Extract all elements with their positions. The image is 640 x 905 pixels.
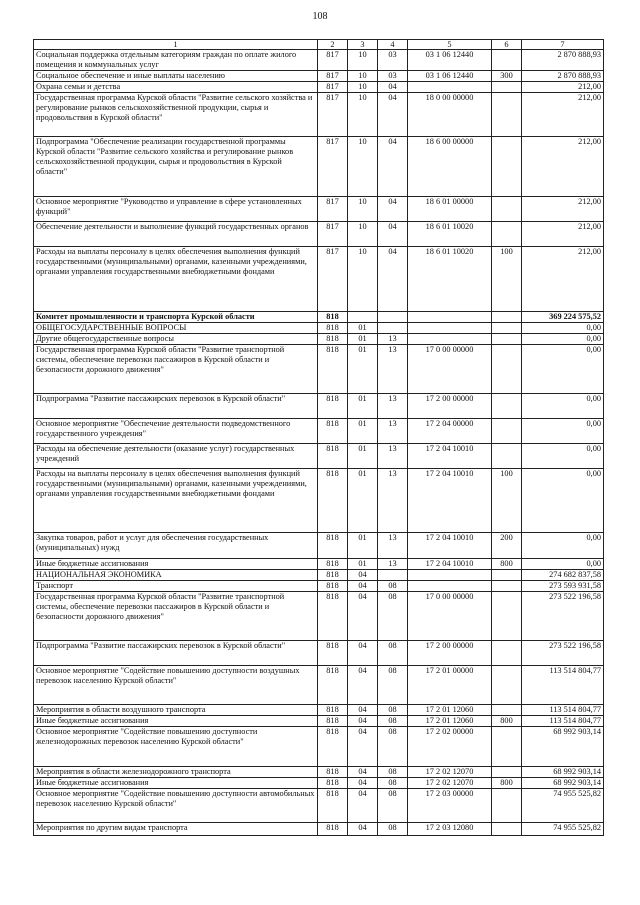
row-name-cell: Мероприятия в области железнодорожного транспорта xyxy=(34,767,318,778)
table-row xyxy=(34,570,604,581)
row-sum-cell: 2 870 888,93 xyxy=(522,71,604,82)
row-rz-cell: 04 xyxy=(348,716,378,727)
table-header-row xyxy=(34,40,604,50)
row-name-cell: Подпрограмма "Развитие пассажирских перевозок в Курской области" xyxy=(34,394,318,419)
row-pr-cell: 13 xyxy=(378,469,408,533)
row-ved-cell: 818 xyxy=(318,345,348,394)
row-name-cell: Государственная программа Курской области "Развитие сельского хозяйства и регулирование рынков сельскохозяйственной продукции, сырья и продовольствия в Курской области" xyxy=(34,93,318,137)
row-rz-cell: 10 xyxy=(348,50,378,71)
row-sum-cell: 273 522 196,58 xyxy=(522,641,604,666)
row-pr-cell: 08 xyxy=(378,705,408,716)
row-pr-cell xyxy=(378,570,408,581)
row-pr-cell: 03 xyxy=(378,50,408,71)
row-name-cell: Иные бюджетные ассигнования xyxy=(34,716,318,727)
row-name-cell: Обеспечение деятельности и выполнение функций государственных органов xyxy=(34,222,318,247)
row-csr-cell: 17 2 02 12070 xyxy=(408,778,492,789)
row-ved-cell: 818 xyxy=(318,789,348,823)
row-rz-cell: 04 xyxy=(348,705,378,716)
row-ved-cell: 818 xyxy=(318,469,348,533)
budget-table xyxy=(33,39,604,836)
row-vr-cell xyxy=(492,570,522,581)
row-name-cell: Закупка товаров, работ и услуг для обеспечения государственных (муниципальных) нужд xyxy=(34,533,318,559)
row-ved-cell: 818 xyxy=(318,559,348,570)
table-row xyxy=(34,312,604,323)
row-name-cell: Основное мероприятие "Содействие повышению доступности автомобильных перевозок населению Курской области" xyxy=(34,789,318,823)
table-row xyxy=(34,716,604,727)
table-row xyxy=(34,823,604,836)
row-vr-cell xyxy=(492,641,522,666)
table-row xyxy=(34,82,604,93)
row-csr-cell: 17 2 04 10010 xyxy=(408,533,492,559)
row-rz-cell: 10 xyxy=(348,222,378,247)
row-sum-cell: 0,00 xyxy=(522,444,604,469)
row-csr-cell xyxy=(408,334,492,345)
row-pr-cell: 04 xyxy=(378,247,408,312)
row-csr-cell: 17 2 01 12060 xyxy=(408,705,492,716)
page-number: 108 xyxy=(312,11,328,22)
row-rz-cell: 04 xyxy=(348,789,378,823)
row-csr-cell: 17 2 04 10010 xyxy=(408,469,492,533)
table-row xyxy=(34,394,604,419)
header-cell: 5 xyxy=(408,40,492,50)
row-vr-cell xyxy=(492,93,522,137)
row-csr-cell: 17 2 03 12080 xyxy=(408,823,492,836)
row-sum-cell: 113 514 804,77 xyxy=(522,705,604,716)
row-vr-cell: 100 xyxy=(492,469,522,533)
table-row xyxy=(34,50,604,71)
row-csr-cell xyxy=(408,312,492,323)
row-vr-cell xyxy=(492,345,522,394)
row-rz-cell: 10 xyxy=(348,93,378,137)
table-row xyxy=(34,581,604,592)
table-row xyxy=(34,641,604,666)
row-rz-cell: 10 xyxy=(348,247,378,312)
header-cell: 6 xyxy=(492,40,522,50)
table-row xyxy=(34,71,604,82)
row-sum-cell: 74 955 525,82 xyxy=(522,823,604,836)
row-name-cell: Государственная программа Курской области "Развитие транспортной системы, обеспечение перевозки пассажиров в Курской области и безопасности дорожного движения" xyxy=(34,592,318,641)
row-rz-cell: 04 xyxy=(348,641,378,666)
table-row xyxy=(34,345,604,394)
row-csr-cell: 17 0 00 00000 xyxy=(408,592,492,641)
row-pr-cell: 08 xyxy=(378,727,408,767)
row-ved-cell: 818 xyxy=(318,705,348,716)
row-name-cell: Основное мероприятие "Руководство и управление в сфере установленных функций" xyxy=(34,197,318,222)
row-ved-cell: 818 xyxy=(318,641,348,666)
row-csr-cell: 17 0 00 00000 xyxy=(408,345,492,394)
row-pr-cell xyxy=(378,323,408,334)
row-pr-cell: 13 xyxy=(378,334,408,345)
row-name-cell: Мероприятия в области воздушного транспорта xyxy=(34,705,318,716)
row-sum-cell: 113 514 804,77 xyxy=(522,716,604,727)
row-name-cell: Основное мероприятие "Содействие повышению доступности воздушных перевозок населению Курской области" xyxy=(34,666,318,705)
row-rz-cell: 04 xyxy=(348,581,378,592)
table-row xyxy=(34,767,604,778)
row-rz-cell: 01 xyxy=(348,559,378,570)
row-rz-cell: 10 xyxy=(348,82,378,93)
row-ved-cell: 818 xyxy=(318,823,348,836)
row-name-cell: Подпрограмма "Обеспечение реализации государственной программы Курской области "Развитие сельского хозяйства и регулирование рынков сельскохозяйственной продукции, сырья и продовольствия в Курской области" xyxy=(34,137,318,197)
row-ved-cell: 818 xyxy=(318,312,348,323)
row-rz-cell: 04 xyxy=(348,592,378,641)
row-ved-cell: 817 xyxy=(318,137,348,197)
row-ved-cell: 818 xyxy=(318,444,348,469)
row-vr-cell xyxy=(492,82,522,93)
row-pr-cell: 04 xyxy=(378,222,408,247)
row-vr-cell xyxy=(492,334,522,345)
row-ved-cell: 818 xyxy=(318,394,348,419)
row-csr-cell xyxy=(408,570,492,581)
row-name-cell: Иные бюджетные ассигнования xyxy=(34,778,318,789)
row-vr-cell xyxy=(492,666,522,705)
row-csr-cell: 18 6 01 10020 xyxy=(408,247,492,312)
row-pr-cell: 04 xyxy=(378,197,408,222)
row-ved-cell: 817 xyxy=(318,247,348,312)
row-rz-cell xyxy=(348,312,378,323)
row-csr-cell: 17 2 00 00000 xyxy=(408,641,492,666)
row-pr-cell: 08 xyxy=(378,767,408,778)
row-pr-cell: 08 xyxy=(378,641,408,666)
row-ved-cell: 817 xyxy=(318,50,348,71)
row-vr-cell xyxy=(492,323,522,334)
row-pr-cell xyxy=(378,312,408,323)
row-pr-cell: 13 xyxy=(378,559,408,570)
row-pr-cell: 08 xyxy=(378,581,408,592)
row-vr-cell xyxy=(492,197,522,222)
row-rz-cell: 10 xyxy=(348,71,378,82)
table-row xyxy=(34,666,604,705)
row-vr-cell xyxy=(492,50,522,71)
row-pr-cell: 13 xyxy=(378,533,408,559)
row-vr-cell xyxy=(492,767,522,778)
table-row xyxy=(34,419,604,444)
row-name-cell: Транспорт xyxy=(34,581,318,592)
table-row xyxy=(34,469,604,533)
row-rz-cell: 01 xyxy=(348,323,378,334)
row-name-cell: Подпрограмма "Развитие пассажирских перевозок в Курской области" xyxy=(34,641,318,666)
row-pr-cell: 13 xyxy=(378,345,408,394)
table-row xyxy=(34,592,604,641)
row-vr-cell xyxy=(492,137,522,197)
row-name-cell: Социальная поддержка отдельным категориям граждан по оплате жилого помещения и коммунальных услуг xyxy=(34,50,318,71)
row-vr-cell: 800 xyxy=(492,716,522,727)
row-sum-cell: 74 955 525,82 xyxy=(522,789,604,823)
row-rz-cell: 04 xyxy=(348,823,378,836)
row-csr-cell: 18 6 00 00000 xyxy=(408,137,492,197)
row-sum-cell: 0,00 xyxy=(522,559,604,570)
row-sum-cell: 68 992 903,14 xyxy=(522,727,604,767)
row-sum-cell: 274 682 837,58 xyxy=(522,570,604,581)
table-row xyxy=(34,444,604,469)
row-vr-cell: 800 xyxy=(492,778,522,789)
row-name-cell: НАЦИОНАЛЬНАЯ ЭКОНОМИКА xyxy=(34,570,318,581)
row-rz-cell: 01 xyxy=(348,533,378,559)
row-pr-cell: 08 xyxy=(378,716,408,727)
row-sum-cell: 68 992 903,14 xyxy=(522,767,604,778)
row-sum-cell: 273 522 196,58 xyxy=(522,592,604,641)
row-sum-cell: 212,00 xyxy=(522,222,604,247)
row-rz-cell: 04 xyxy=(348,666,378,705)
row-ved-cell: 818 xyxy=(318,334,348,345)
table-row xyxy=(34,247,604,312)
table-row xyxy=(34,334,604,345)
row-sum-cell: 0,00 xyxy=(522,394,604,419)
row-csr-cell: 18 0 00 00000 xyxy=(408,93,492,137)
row-vr-cell xyxy=(492,312,522,323)
row-csr-cell: 17 2 03 00000 xyxy=(408,789,492,823)
row-sum-cell: 369 224 575,52 xyxy=(522,312,604,323)
row-pr-cell: 04 xyxy=(378,137,408,197)
row-csr-cell: 17 2 01 00000 xyxy=(408,666,492,705)
row-sum-cell: 273 593 931,58 xyxy=(522,581,604,592)
table-row xyxy=(34,559,604,570)
row-vr-cell xyxy=(492,705,522,716)
row-csr-cell xyxy=(408,82,492,93)
row-pr-cell: 08 xyxy=(378,592,408,641)
row-pr-cell: 03 xyxy=(378,71,408,82)
row-sum-cell: 212,00 xyxy=(522,137,604,197)
row-vr-cell xyxy=(492,727,522,767)
row-ved-cell: 818 xyxy=(318,716,348,727)
row-ved-cell: 817 xyxy=(318,82,348,93)
row-rz-cell: 01 xyxy=(348,345,378,394)
row-ved-cell: 818 xyxy=(318,570,348,581)
row-rz-cell: 01 xyxy=(348,334,378,345)
row-rz-cell: 01 xyxy=(348,444,378,469)
row-pr-cell: 13 xyxy=(378,444,408,469)
row-sum-cell: 2 870 888,93 xyxy=(522,50,604,71)
row-csr-cell: 17 2 04 10010 xyxy=(408,444,492,469)
table-row xyxy=(34,727,604,767)
header-cell: 4 xyxy=(378,40,408,50)
row-name-cell: Социальное обеспечение и иные выплаты населению xyxy=(34,71,318,82)
row-name-cell: Государственная программа Курской области "Развитие транспортной системы, обеспечение перевозки пассажиров в Курской области и безопасности дорожного движения" xyxy=(34,345,318,394)
row-pr-cell: 08 xyxy=(378,666,408,705)
row-vr-cell xyxy=(492,394,522,419)
header-cell: 3 xyxy=(348,40,378,50)
row-vr-cell xyxy=(492,581,522,592)
row-name-cell: ОБЩЕГОСУДАРСТВЕННЫЕ ВОПРОСЫ xyxy=(34,323,318,334)
table-row xyxy=(34,197,604,222)
row-sum-cell: 0,00 xyxy=(522,334,604,345)
table-row xyxy=(34,137,604,197)
row-ved-cell: 817 xyxy=(318,71,348,82)
row-sum-cell: 0,00 xyxy=(522,323,604,334)
table-row xyxy=(34,778,604,789)
row-csr-cell: 17 2 04 10010 xyxy=(408,559,492,570)
table-row xyxy=(34,93,604,137)
row-name-cell: Охрана семьи и детства xyxy=(34,82,318,93)
row-name-cell: Расходы на выплаты персоналу в целях обеспечения выполнения функций государственными (муниципальными) органами, казенными учреждениями, органами управления государственными внебюджетными фондами xyxy=(34,469,318,533)
row-sum-cell: 212,00 xyxy=(522,93,604,137)
row-name-cell: Расходы на обеспечение деятельности (оказание услуг) государственных учреждений xyxy=(34,444,318,469)
row-csr-cell: 17 2 02 00000 xyxy=(408,727,492,767)
table-row xyxy=(34,533,604,559)
header-cell: 2 xyxy=(318,40,348,50)
row-csr-cell: 18 6 01 00000 xyxy=(408,197,492,222)
table-row xyxy=(34,705,604,716)
row-csr-cell: 03 1 06 12440 xyxy=(408,71,492,82)
row-ved-cell: 818 xyxy=(318,778,348,789)
row-rz-cell: 10 xyxy=(348,197,378,222)
row-csr-cell: 17 2 01 12060 xyxy=(408,716,492,727)
row-sum-cell: 113 514 804,77 xyxy=(522,666,604,705)
row-vr-cell: 200 xyxy=(492,533,522,559)
row-pr-cell: 04 xyxy=(378,82,408,93)
row-rz-cell: 04 xyxy=(348,767,378,778)
row-pr-cell: 08 xyxy=(378,823,408,836)
row-ved-cell: 818 xyxy=(318,727,348,767)
row-vr-cell: 800 xyxy=(492,559,522,570)
row-pr-cell: 13 xyxy=(378,419,408,444)
row-ved-cell: 818 xyxy=(318,666,348,705)
row-ved-cell: 818 xyxy=(318,533,348,559)
row-ved-cell: 817 xyxy=(318,93,348,137)
row-ved-cell: 817 xyxy=(318,222,348,247)
row-pr-cell: 08 xyxy=(378,778,408,789)
row-csr-cell: 18 6 01 10020 xyxy=(408,222,492,247)
row-sum-cell: 0,00 xyxy=(522,419,604,444)
row-rz-cell: 10 xyxy=(348,137,378,197)
row-ved-cell: 818 xyxy=(318,419,348,444)
row-vr-cell xyxy=(492,592,522,641)
row-sum-cell: 0,00 xyxy=(522,533,604,559)
row-rz-cell: 01 xyxy=(348,394,378,419)
row-name-cell: Основное мероприятие "Содействие повышению доступности железнодорожных перевозок населению Курской области" xyxy=(34,727,318,767)
header-cell: 7 xyxy=(522,40,604,50)
table-row xyxy=(34,323,604,334)
row-pr-cell: 08 xyxy=(378,789,408,823)
row-vr-cell xyxy=(492,222,522,247)
row-rz-cell: 04 xyxy=(348,778,378,789)
row-name-cell: Комитет промышленности и транспорта Курской области xyxy=(34,312,318,323)
row-vr-cell xyxy=(492,419,522,444)
row-vr-cell xyxy=(492,789,522,823)
row-csr-cell xyxy=(408,581,492,592)
row-vr-cell: 100 xyxy=(492,247,522,312)
row-name-cell: Иные бюджетные ассигнования xyxy=(34,559,318,570)
row-name-cell: Другие общегосударственные вопросы xyxy=(34,334,318,345)
row-name-cell: Мероприятия по другим видам транспорта xyxy=(34,823,318,836)
row-sum-cell: 212,00 xyxy=(522,82,604,93)
row-vr-cell: 300 xyxy=(492,71,522,82)
row-rz-cell: 01 xyxy=(348,469,378,533)
row-sum-cell: 68 992 903,14 xyxy=(522,778,604,789)
row-ved-cell: 818 xyxy=(318,592,348,641)
row-name-cell: Расходы на выплаты персоналу в целях обеспечения выполнения функций государственными (муниципальными) органами, казенными учреждениями, органами управления государственными внебюджетными фондами xyxy=(34,247,318,312)
row-sum-cell: 212,00 xyxy=(522,197,604,222)
row-rz-cell: 04 xyxy=(348,570,378,581)
row-sum-cell: 0,00 xyxy=(522,469,604,533)
row-vr-cell xyxy=(492,823,522,836)
row-csr-cell xyxy=(408,323,492,334)
row-sum-cell: 0,00 xyxy=(522,345,604,394)
row-name-cell: Основное мероприятие "Обеспечение деятельности подведомственного государственного учреждения" xyxy=(34,419,318,444)
row-csr-cell: 17 2 04 00000 xyxy=(408,419,492,444)
row-csr-cell: 03 1 06 12440 xyxy=(408,50,492,71)
row-rz-cell: 01 xyxy=(348,419,378,444)
row-pr-cell: 04 xyxy=(378,93,408,137)
row-rz-cell: 04 xyxy=(348,727,378,767)
row-csr-cell: 17 2 00 00000 xyxy=(408,394,492,419)
row-ved-cell: 818 xyxy=(318,767,348,778)
row-ved-cell: 817 xyxy=(318,197,348,222)
table-row xyxy=(34,789,604,823)
row-ved-cell: 818 xyxy=(318,323,348,334)
row-csr-cell: 17 2 02 12070 xyxy=(408,767,492,778)
table-row xyxy=(34,222,604,247)
row-sum-cell: 212,00 xyxy=(522,247,604,312)
header-cell: 1 xyxy=(34,40,318,50)
row-ved-cell: 818 xyxy=(318,581,348,592)
row-vr-cell xyxy=(492,444,522,469)
row-pr-cell: 13 xyxy=(378,394,408,419)
